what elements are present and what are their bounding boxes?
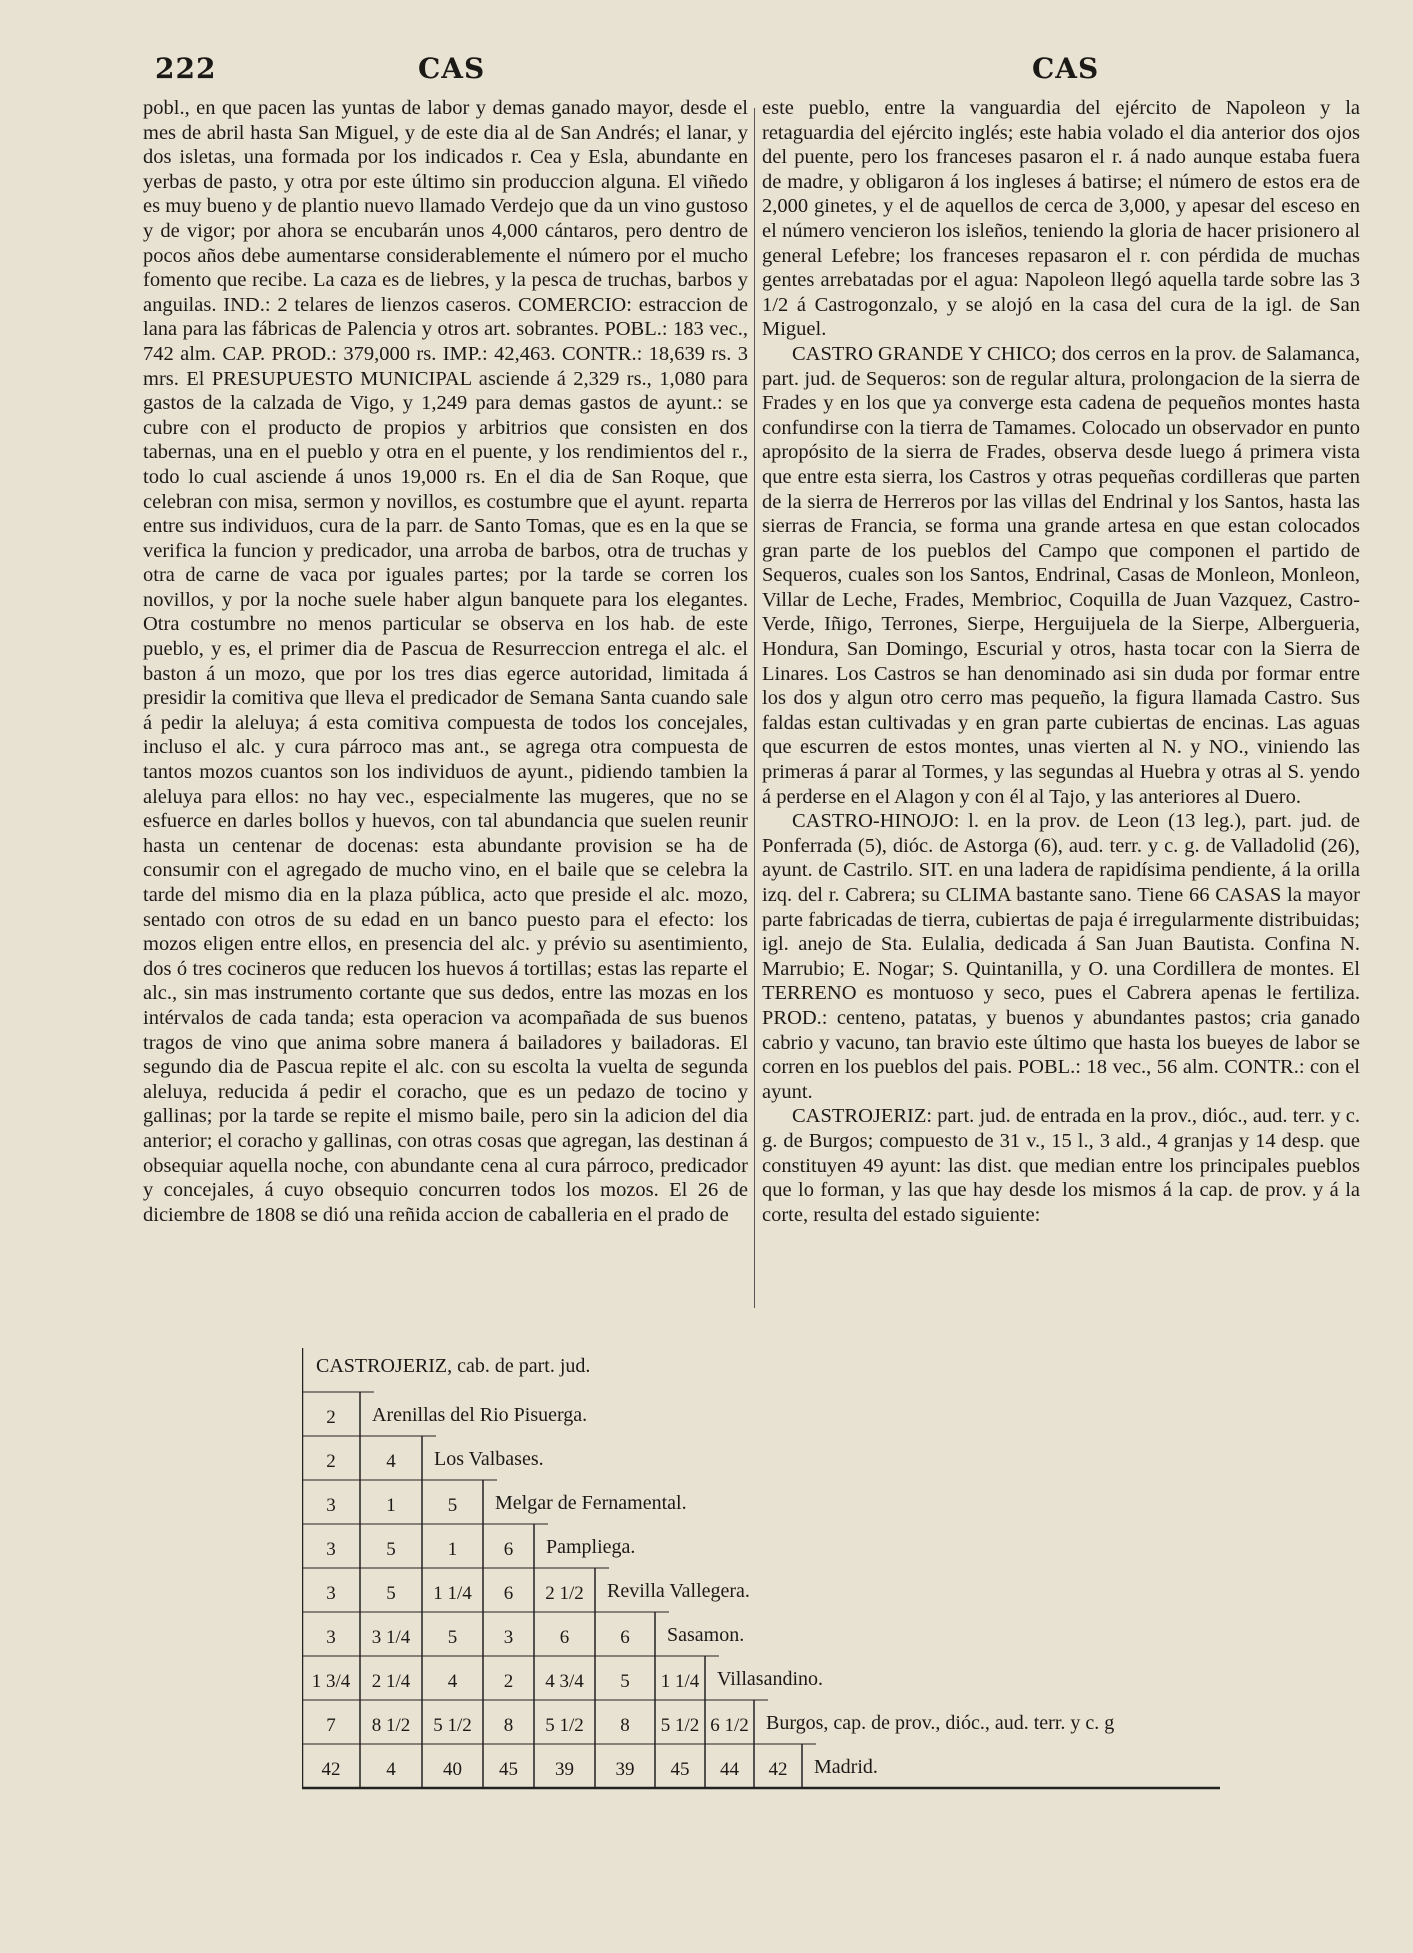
distance-cell: 6	[559, 1627, 570, 1648]
distance-cell: 3	[326, 1627, 336, 1648]
distance-cell: 5	[447, 1627, 458, 1648]
distance-cell: 6	[503, 1539, 514, 1560]
distance-cell: 1 3/4	[311, 1671, 351, 1692]
place-name: Pampliega.	[546, 1536, 636, 1558]
distance-cell: 45	[499, 1759, 518, 1780]
entry-castro-hinojo: CASTRO-HINOJO: l. en la prov. de Leon (13 leg.), part. jud. de Ponferrada (5), dióc. de Astorga (6), aud. terr. y c. g. de Valladolid (26), ayunt. de Castrilo. SIT. en una ladera de rapidísima pendiente, á la orilla izq. del r. Cabrera; su CLIMA bastante sano. Tiene 66 CASAS la mayor parte fabricadas de tierra, cubiertas de paja é irregularmente distribuidas; igl. anejo de Sta. Eulalia, dedicada á San Juan Bautista. Confina N. Marrubio; E. Nogar; S. Quintanilla, y O. una Cordillera de montes. El TERRENO es montuoso y seco, pues el Cabrera apenas le fertiliza. PROD.: centeno, patatas, y buenos y abundantes pastos; cria ganado cabrio y vacuno, tan bravio este último que hasta los bueyes de labor se corren en los pueblos del pais. POBL.: 18 vec., 56 alm. CONTR.: con el ayunt.	[762, 810, 1360, 1103]
distance-cell: 3 1/4	[371, 1627, 411, 1648]
distance-cell: 3	[326, 1583, 336, 1604]
distance-cell: 4	[447, 1671, 458, 1692]
table-head-label: CASTROJERIZ, cab. de part. jud.	[316, 1355, 591, 1377]
distance-cell: 1	[447, 1539, 458, 1560]
distance-cell: 42	[768, 1759, 788, 1780]
distance-cell: 1 1/4	[660, 1671, 700, 1692]
distance-cell: 7	[326, 1715, 336, 1736]
distance-cell: 42	[321, 1759, 341, 1780]
distance-cell: 6	[503, 1583, 514, 1604]
place-name: Sasamon.	[667, 1624, 745, 1646]
place-name: Los Valbases.	[434, 1448, 544, 1470]
distance-cell: 5 1/2	[660, 1715, 700, 1736]
distance-cell: 6 1/2	[710, 1715, 749, 1736]
running-head-right: CAS	[1032, 52, 1100, 85]
distance-cell: 2 1/4	[371, 1671, 411, 1692]
place-name: Villasandino.	[717, 1668, 824, 1690]
distance-cell: 4 3/4	[545, 1671, 584, 1692]
right-column	[762, 96, 1360, 1227]
running-head-left: CAS	[418, 52, 486, 85]
distance-table	[302, 1348, 1222, 1798]
distance-cell: 5	[447, 1495, 458, 1516]
distance-cell: 3	[326, 1495, 336, 1516]
distance-cell: 3	[503, 1627, 514, 1648]
place-name: Arenillas del Rio Pisuerga.	[372, 1404, 588, 1426]
distance-cell: 6	[620, 1627, 630, 1648]
place-name: Madrid.	[814, 1756, 878, 1778]
distance-cell: 2	[503, 1671, 514, 1692]
distance-cell: 1 1/4	[433, 1583, 472, 1604]
distance-cell: 2 1/2	[545, 1583, 584, 1604]
distance-cell: 45	[670, 1759, 690, 1780]
distance-cell: 1	[386, 1495, 396, 1516]
distance-cell: 2	[326, 1407, 336, 1428]
distance-cell: 8	[620, 1715, 630, 1736]
distance-cell: 8	[503, 1715, 514, 1736]
entry-castro-grande: CASTRO GRANDE Y CHICO; dos cerros en la prov. de Salamanca, part. jud. de Sequeros: son de regular altura, prolongacion de la sierra de Frades y en los que ya converge esta cadena de pequeños montes hasta confundirse con la tierra de Tamames. Colocado un observador en punto apropósito de la sierra de Frades, observa desde luego á primera vista que entre esta sierra, los Castros y otras pequeñas cordilleras que parten de la sierra de Herreros por las villas del Endrinal y los Santos, hasta las sierras de Francia, se forma una grande artesa en que estan colocados gran parte de los pueblos del Campo que componen el partido de Sequeros, cuales son los Santos, Endrinal, Casas de Monleon, Monleon, Villar de Leche, Frades, Membrioc, Coquilla de Juan Vazquez, Castro-Verde, Iñigo, Terrones, Sierpe, Herguijuela de la Sierpe, Albergueria, Hondura, San Domingo, Escurial y otros, hasta tocar con la Sierra de Linares. Los Castros se han denominado asi sin duda por formar entre los dos y algun otro cerro mas pequeño, la figura llamada Castro. Sus faldas estan cultivadas y en gran parte cubiertas de encinas. Las aguas que escurren de estos montes, unas vierten al N. y NO., viniendo las primeras á parar al Tormes, y las segundas al Huebra y otras al S. yendo á perderse en el Alagon y con él al Tajo, y las anteriores al Duero.	[762, 342, 1360, 808]
distance-cell: 4	[386, 1451, 396, 1472]
distance-cell: 39	[555, 1759, 574, 1780]
paragraph: pobl., en que pacen las yuntas de labor y demas ganado mayor, desde el mes de abril hasta San Miguel, y de este dia al de San Andrés; el lanar, y dos isletas, una formada por los indicados r. Cea y Esla, abundante en yerbas de pasto, y otra por este último sin produccion alguna. El viñedo es muy bueno y de plantio nuevo llamado Verdejo que da un vino gustoso y de vigor; por ahora se encubarán unos 4,000 cántaros, pero dentro de pocos años debe aumentarse considerablemente el número por el mucho fomento que recibe. La caza es de liebres, y la pesca de truchas, barbos y anguilas. IND.: 2 telares de lienzos caseros. COMERCIO: estraccion de lana para las fábricas de Palencia y otros art. sobrantes. POBL.: 183 vec., 742 alm. CAP. PROD.: 379,000 rs. IMP.: 42,463. CONTR.: 18,639 rs. 3 mrs. El PRESUPUESTO MUNICIPAL asciende á 2,329 rs., 1,080 para gastos de la calzada de Vigo, y 1,249 para demas gastos de ayunt.: se cubre con el producto de propios y arbitrios que consisten en dos tabernas, una en el pueblo y otra en el puente, y los rendimientos del r., todo lo cual asciende á unos 19,000 rs. En el dia de San Roque, que celebran con misa, sermon y novillos, es costumbre que el ayunt. reparta entre sus individuos, cura de la parr. de Santo Tomas, que es en la que se verifica la funcion y predicador, una arroba de barbos, otra de truchas y otra de carne de vaca por iguales partes; por la tarde se corren los novillos, y por la noche suele haber algun banquete para los elegantes. Otra costumbre no menos particular se observa en los hab. de este pueblo, y es, el primer dia de Pascua de Resurreccion entrega el alc. el baston á un mozo, que por los tres dias egerce autoridad, limitada á presidir la comitiva que lleva el predicador de Semana Santa cuando sale á pedir la aleluya; á esta comitiva compuesta de todos los concejales, incluso el alc. y cura párroco mas ant., se agrega otra compuesta de tantos mozos cuantos son los individuos de ayunt., pidiendo tambien la aleluya para ellos: no hay vec., especialmente las mugeres, que no se esfuerce en darles bollos y huevos, con tal abundancia que suelen reunir hasta un centenar de docenas: esta abundante provision se ha de consumir con el agregado de mucho vino, en el baile que se celebra la tarde del mismo dia en la plaza pública, acto que preside el alc. mozo, sentado con otros de su edad en un banco puesto para el efecto: los mozos eligen entre ellos, en presencia del alc. y prévio su asentimiento, dos ó tres cocineros que reducen los huevos á tortillas; estas las reparte el alc., sin mas instrumento cortante que sus dedos, entre las mozas en los intérvalos de cada tanda; esta operacion va acompañada de sus buenos tragos de vino que anima sobre manera á bailadores y bailadoras. El segundo dia de Pascua repite el alc. con su escolta la vuelta de segunda aleluya, reducida á pedir el coracho, que es un pedazo de tocino y gallinas; por la tarde se repite el mismo baile, pero sin la adicion del dia anterior; el coracho y gallinas, con otras cosas que agregan, las destinan á obsequiar aquella noche, con abundante cena al cura párroco, predicador y concejales, á cuyo obsequio concurren todos los mozos. El 26 de diciembre de 1808 se dió una reñida accion de caballeria en el prado de	[143, 97, 748, 1226]
distance-cell: 5	[386, 1539, 396, 1560]
distance-cell: 5	[620, 1671, 630, 1692]
place-name: Burgos, cap. de prov., dióc., aud. terr. y c. g	[766, 1712, 1115, 1734]
left-column	[143, 96, 748, 1227]
distance-cell: 44	[720, 1759, 739, 1780]
page-number: 222	[155, 52, 217, 85]
column-divider	[754, 108, 755, 1308]
distance-cell: 5 1/2	[545, 1715, 584, 1736]
place-name: Melgar de Fernamental.	[495, 1492, 687, 1514]
distance-cell: 5 1/2	[433, 1715, 472, 1736]
distance-cell: 5	[386, 1583, 396, 1604]
distance-cell: 2	[326, 1451, 336, 1472]
place-name: Revilla Vallegera.	[607, 1580, 750, 1602]
distance-cell: 8 1/2	[371, 1715, 411, 1736]
entry-castrojeriz: CASTROJERIZ: part. jud. de entrada en la prov., dióc., aud. terr. y c. g. de Burgos; compuesto de 31 v., 15 l., 3 ald., 4 granjas y 14 desp. que constituyen 49 ayunt: las dist. que median entre los principales pueblos que lo forman, y las que hay desde los mismos á la cap. de prov. y á la corte, resulta del estado siguiente:	[762, 1105, 1360, 1226]
distance-cell: 40	[443, 1759, 462, 1780]
distance-cell: 4	[386, 1759, 396, 1780]
distance-cell: 39	[615, 1759, 635, 1780]
paragraph: este pueblo, entre la vanguardia del ejército de Napoleon y la retaguardia del ejército inglés; este habia volado el dia anterior dos ojos del puente, pero los franceses pasaron el r. á nado aunque estaba fuera de madre, y obligaron á los ingleses á batirse; el número de estos era de 2,000 ginetes, y el de aquellos de cerca de 3,000, y apesar del esceso en el número vencieron los isleños, teniendo la gloria de hacer prisionero al general Lefebre; los franceses repasaron el r. con pérdida de muchas gentes arrebatadas por el agua: Napoleon llegó aquella tarde sobre las 3 1/2 á Castrogonzalo, y se alojó en la casa del cura de la igl. de San Miguel.	[762, 97, 1360, 341]
distance-cell: 3	[326, 1539, 336, 1560]
